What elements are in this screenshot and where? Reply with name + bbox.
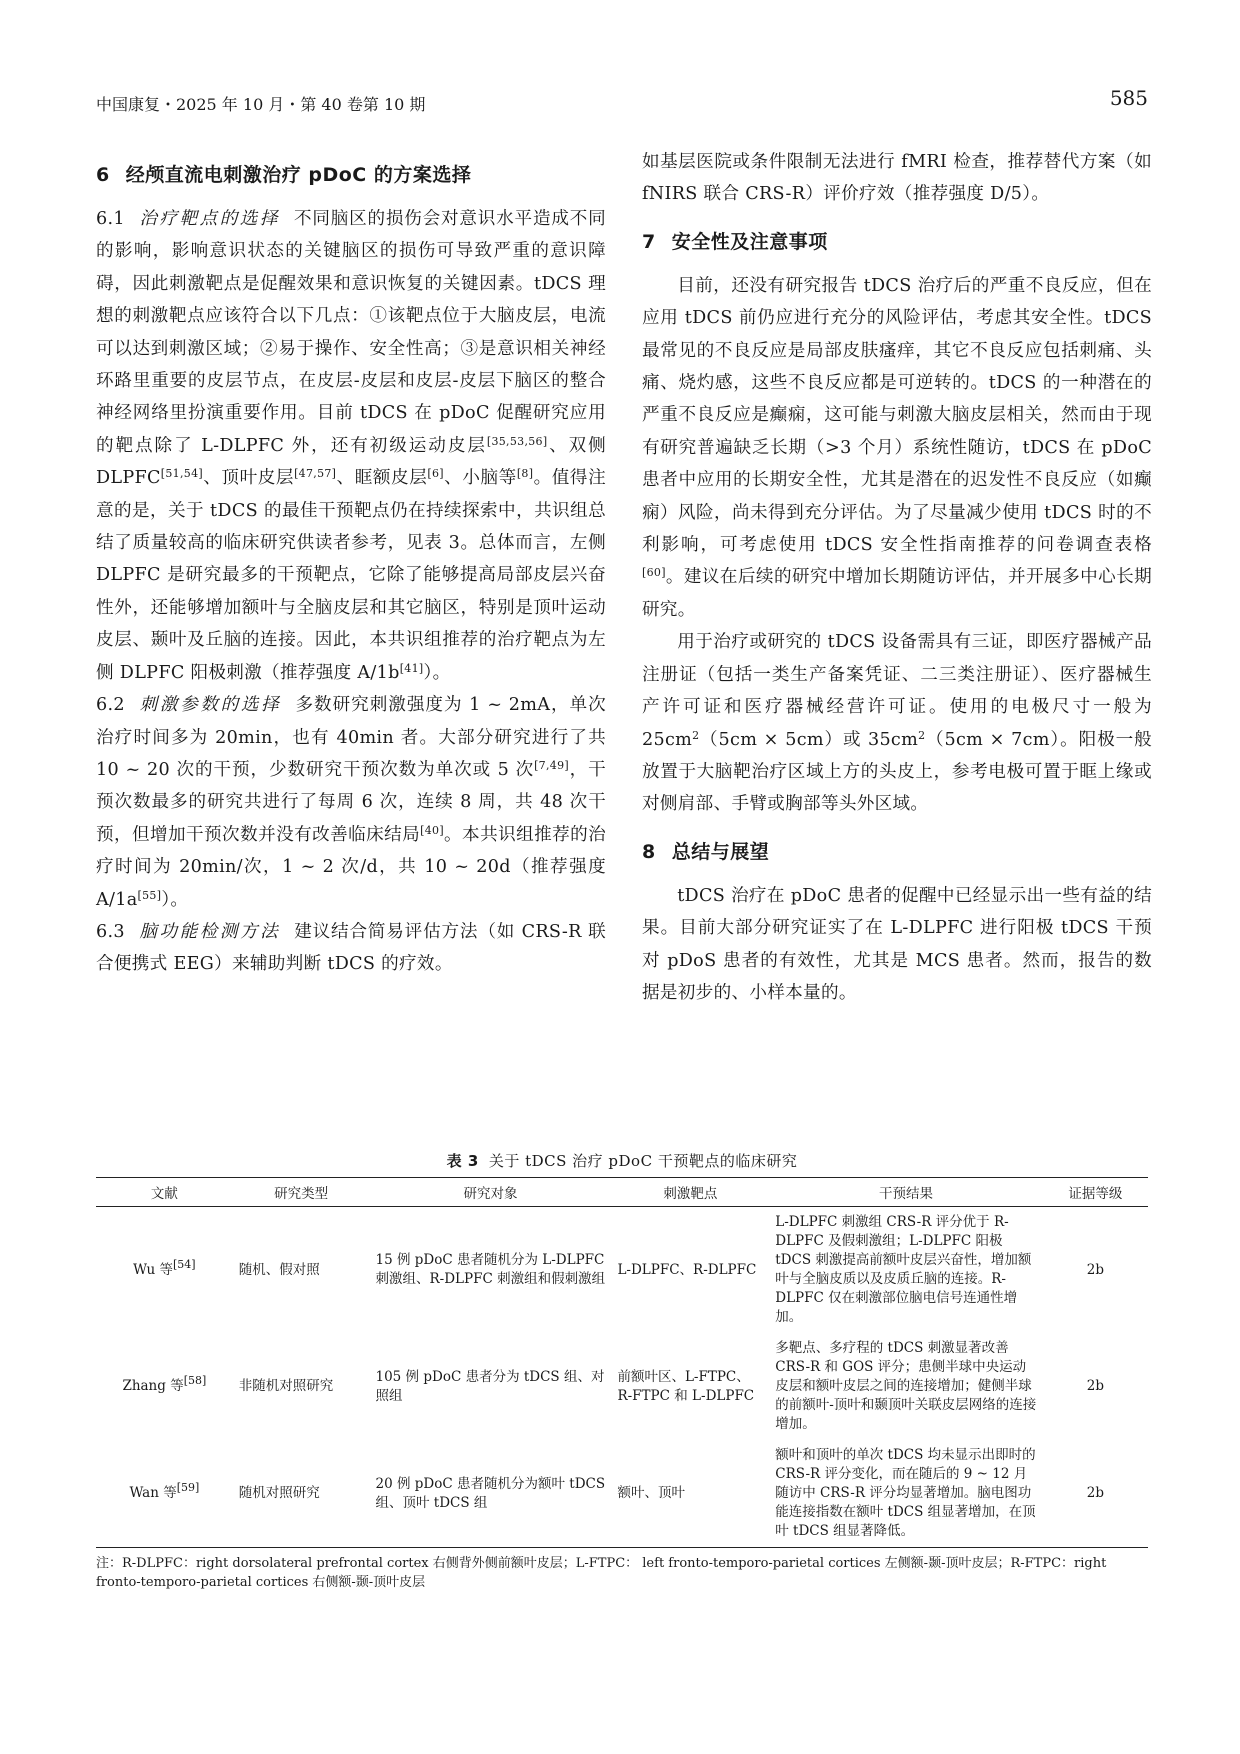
table-row <box>96 1207 1148 1334</box>
citation: [47,57] <box>294 467 337 481</box>
running-header <box>96 86 1148 120</box>
citation: [51,54] <box>160 467 203 481</box>
cell-evidence-level: 2b <box>1043 1440 1148 1548</box>
cell-reference: Zhang 等[58] <box>122 1374 207 1394</box>
citation: [41] <box>399 661 424 675</box>
subsection-title: 脑功能检测方法 <box>138 921 281 942</box>
cell-target: 前额叶区、L-FTPC、R-FTPC 和 L-DLPFC <box>617 1368 755 1404</box>
cell-study-type: 随机对照研究 <box>233 1440 370 1548</box>
cell-reference: Wu 等[54] <box>133 1257 196 1278</box>
column-header: 干预结果 <box>769 1178 1043 1207</box>
cell-target: 额叶、顶叶 <box>611 1440 769 1548</box>
section-7-paragraph-2: 用于治疗或研究的 tDCS 设备需具有三证，即医疗器械产品注册证（包括一类生产备案凭证、二三类注册证）、医疗器械生产许可证和医疗器械经营许可证。使用的电极尺寸一般为 $25cm^2(5cm \times 5cm)$或 $35cm^2(5cm \times 7cm)$。阳极一般放置于大脑靶治疗区域上方的头皮上，参考电极可置于眶上缘或对侧肩部、手臂或胸部等头外区域。 <box>642 632 1152 815</box>
table-3 <box>96 1150 1148 1592</box>
citation: [55] <box>137 888 162 902</box>
section-8-paragraph: tDCS 治疗在 pDoC 患者的促醒中已经显示出一些有益的结果。目前大部分研究证实了在 L-DLPFC 进行阳极 tDCS 干预对 pDoS 患者的有效性，尤其是 MCS 患者。然而，报告的数据是初步的、小样本量的。 <box>642 885 1152 1003</box>
table-header-row <box>96 1178 1148 1207</box>
column-header: 研究对象 <box>370 1178 612 1207</box>
citation: [6] <box>427 467 444 481</box>
cell-target: L-DLPFC、R-DLPFC <box>617 1261 757 1278</box>
left-column <box>96 146 606 981</box>
subsection-title: 治疗靶点的选择 <box>138 209 280 229</box>
cell-subjects: 105 例 pDoC 患者分为 tDCS 组、对照组 <box>375 1368 605 1404</box>
section-6-2-paragraph: 6.2 刺激参数的选择 多数研究刺激强度为 1 ~ 2mA，单次治疗时间多为 20min，也有 40min 者。大部分研究进行了共 10 ~ 20 次的干预，少数研究干预次数为单次或 5 次[7,49]，干预次数最多的研究共进行了每周 6 次，连续 8 周，共 48 次干预，但增加干预次数并没有改善临床结局[40]。本共识组推荐的治疗时间为 20min/次，1 ~ 2 次/d，共 10 ~ 20d（推荐强度 A/1a[55]）。 <box>96 695 607 910</box>
superscript-2: 2 <box>918 728 926 742</box>
column-header: 研究类型 <box>233 1178 370 1207</box>
clinical-studies-table <box>96 1177 1148 1548</box>
section-6-1-paragraph: 6.1 治疗靶点的选择 不同脑区的损伤会对意识水平造成不同的影响，影响意识状态的关键脑区的损伤可导致严重的意识障碍，因此刺激靶点是促醒效果和意识恢复的关键因素。tDCS 理想的刺激靶点应该符合以下几点：①该靶点位于大脑皮层，电流可以达到刺激区域；②易于操作、安全性高；③是意识相关神经环路里重要的皮层节点，在皮层-皮层和皮层-皮层下脑区的整合神经网络里扮演重要作用。目前 tDCS 在 pDoC 促醒研究应用的靶点除了 L-DLPFC 外，还有初级运动皮层[35,53,56]、双侧 DLPFC[51,54]、顶叶皮层[47,57]、眶额皮层[6]、小脑等[8]。值得注意的是，关于 tDCS 的最佳干预靶点仍在持续探索中，共识组总结了质量较高的临床研究供读者参考，见表 3。总体而言，左侧 DLPFC 是研究最多的干预靶点，它除了能够提高局部皮层兴奋性外，还能够增加额叶与全脑皮层和其它脑区，特别是顶叶运动皮层、颞叶及丘脑的连接。因此，本共识组推荐的治疗靶点为左侧 DLPFC 阳极刺激（推荐强度 A/1b[41]）。 <box>96 209 606 683</box>
cell-evidence-level: 2b <box>1086 1378 1104 1394</box>
section-6-3-paragraph: 6.3 脑功能检测方法 建议结合简易评估方法（如 CRS-R 联合便携式 EEG）来辅助判断 tDCS 的疗效。 <box>96 921 606 975</box>
section-6-heading: 6 经颅直流电刺激治疗 pDoC 的方案选择 <box>96 164 472 186</box>
table-caption: 表 3 关于 tDCS 治疗 pDoC 干预靶点的临床研究 <box>446 1152 798 1170</box>
section-7-heading: 7 安全性及注意事项 <box>642 230 828 253</box>
column-header: 刺激靶点 <box>611 1178 769 1207</box>
cell-subjects: 20 例 pDoC 患者随机分为额叶 tDCS 组、顶叶 tDCS 组 <box>370 1440 612 1548</box>
column-header: 文献 <box>96 1178 233 1207</box>
cell-reference: Wan 等[59] <box>96 1440 233 1548</box>
citation: [40] <box>420 823 444 837</box>
cell-evidence-level: 2b <box>1086 1261 1104 1278</box>
cell-subjects: 15 例 pDoC 患者随机分为 L-DLPFC 刺激组、R-DLPFC 刺激组和假刺激组 <box>375 1252 606 1287</box>
journal-info: 中国康复・2025 年 10 月・第 40 卷第 10 期 <box>96 95 426 114</box>
cell-study-type: 非随机对照研究 <box>238 1378 334 1394</box>
subsection-title: 刺激参数的选择 <box>138 695 282 716</box>
table-row <box>96 1333 1148 1440</box>
section-8-heading: 8 总结与展望 <box>642 840 770 863</box>
cell-result: 额叶和顶叶的单次 tDCS 均未显示出即时的 CRS-R 评分变化，而在随后的 9 ~ 12 月随访中 CRS-R 评分均显著增加。脑电图功能连接指数在额叶 tDCS 组显著增加，在顶叶 tDCS 组显著降低。 <box>769 1440 1043 1548</box>
right-column <box>642 146 1152 1009</box>
cell-study-type: 随机、假对照 <box>238 1261 320 1278</box>
citation: [7,49] <box>534 758 569 772</box>
table-row <box>96 1440 1148 1548</box>
citation: [60] <box>642 566 666 580</box>
column-header: 证据等级 <box>1043 1178 1148 1207</box>
superscript-2: 2 <box>692 728 700 742</box>
section-7-paragraph-1: 目前，还没有研究报告 tDCS 治疗后的严重不良反应，但在应用 tDCS 前仍应进行充分的风险评估，考虑其安全性。tDCS 最常见的不良反应是局部皮肤瘙痒，其它不良反应包括刺痛、头痛、烧灼感，这些不良反应都是可逆转的。tDCS 的一种潜在的严重不良反应是癫痫，这可能与刺激大脑皮层相关，然而由于现有研究普遍缺乏长期（>3 个月）系统性随访，tDCS 在 pDoC 患者中应用的长期安全性，尤其是潜在的迟发性不良反应（如癫痫）风险，尚未得到充分评估。为了尽量减少使用 tDCS 时的不利影响，可考虑使用 tDCS 安全性指南推荐的问卷调查表格[60]。建议在后续的研究中增加长期随访评估，并开展多中心长期研究。 <box>642 275 1152 620</box>
citation: [8] <box>516 467 534 481</box>
cell-result: L-DLPFC 刺激组 CRS-R 评分优于 R-DLPFC 及假刺激组；L-DLPFC 阳极 tDCS 刺激提高前额叶皮层兴奋性，增加额叶与全脑皮质以及皮质丘脑的连接。R-DLPFC 仅在刺激部位脑电信号连通性增加。 <box>775 1214 1032 1325</box>
table-note: 注：R-DLPFC：right dorsolateral prefrontal cortex 右侧背外侧前额叶皮层；L-FTPC： left fronto-temporo-parietal cortices 左侧额-颞-顶叶皮层；R-FTPC：right fronto-temporo-parietal cortices 右侧额-颞-顶叶皮层 <box>96 1556 1107 1590</box>
continued-paragraph: 如基层医院或条件限制无法进行 fMRI 检查，推荐替代方案（如 fNIRS 联合 CRS-R）评价疗效（推荐强度 D/5）。 <box>642 152 1152 205</box>
citation: [35,53,56] <box>486 434 548 448</box>
cell-result: 多靶点、多疗程的 tDCS 刺激显著改善 CRS-R 和 GOS 评分；患侧半球中央运动皮层和额叶皮层之间的连接增加；健侧半球的前额叶-顶叶和颞顶叶关联皮层网络的连接增加。 <box>775 1340 1037 1432</box>
page-number: 585 <box>1109 86 1148 110</box>
